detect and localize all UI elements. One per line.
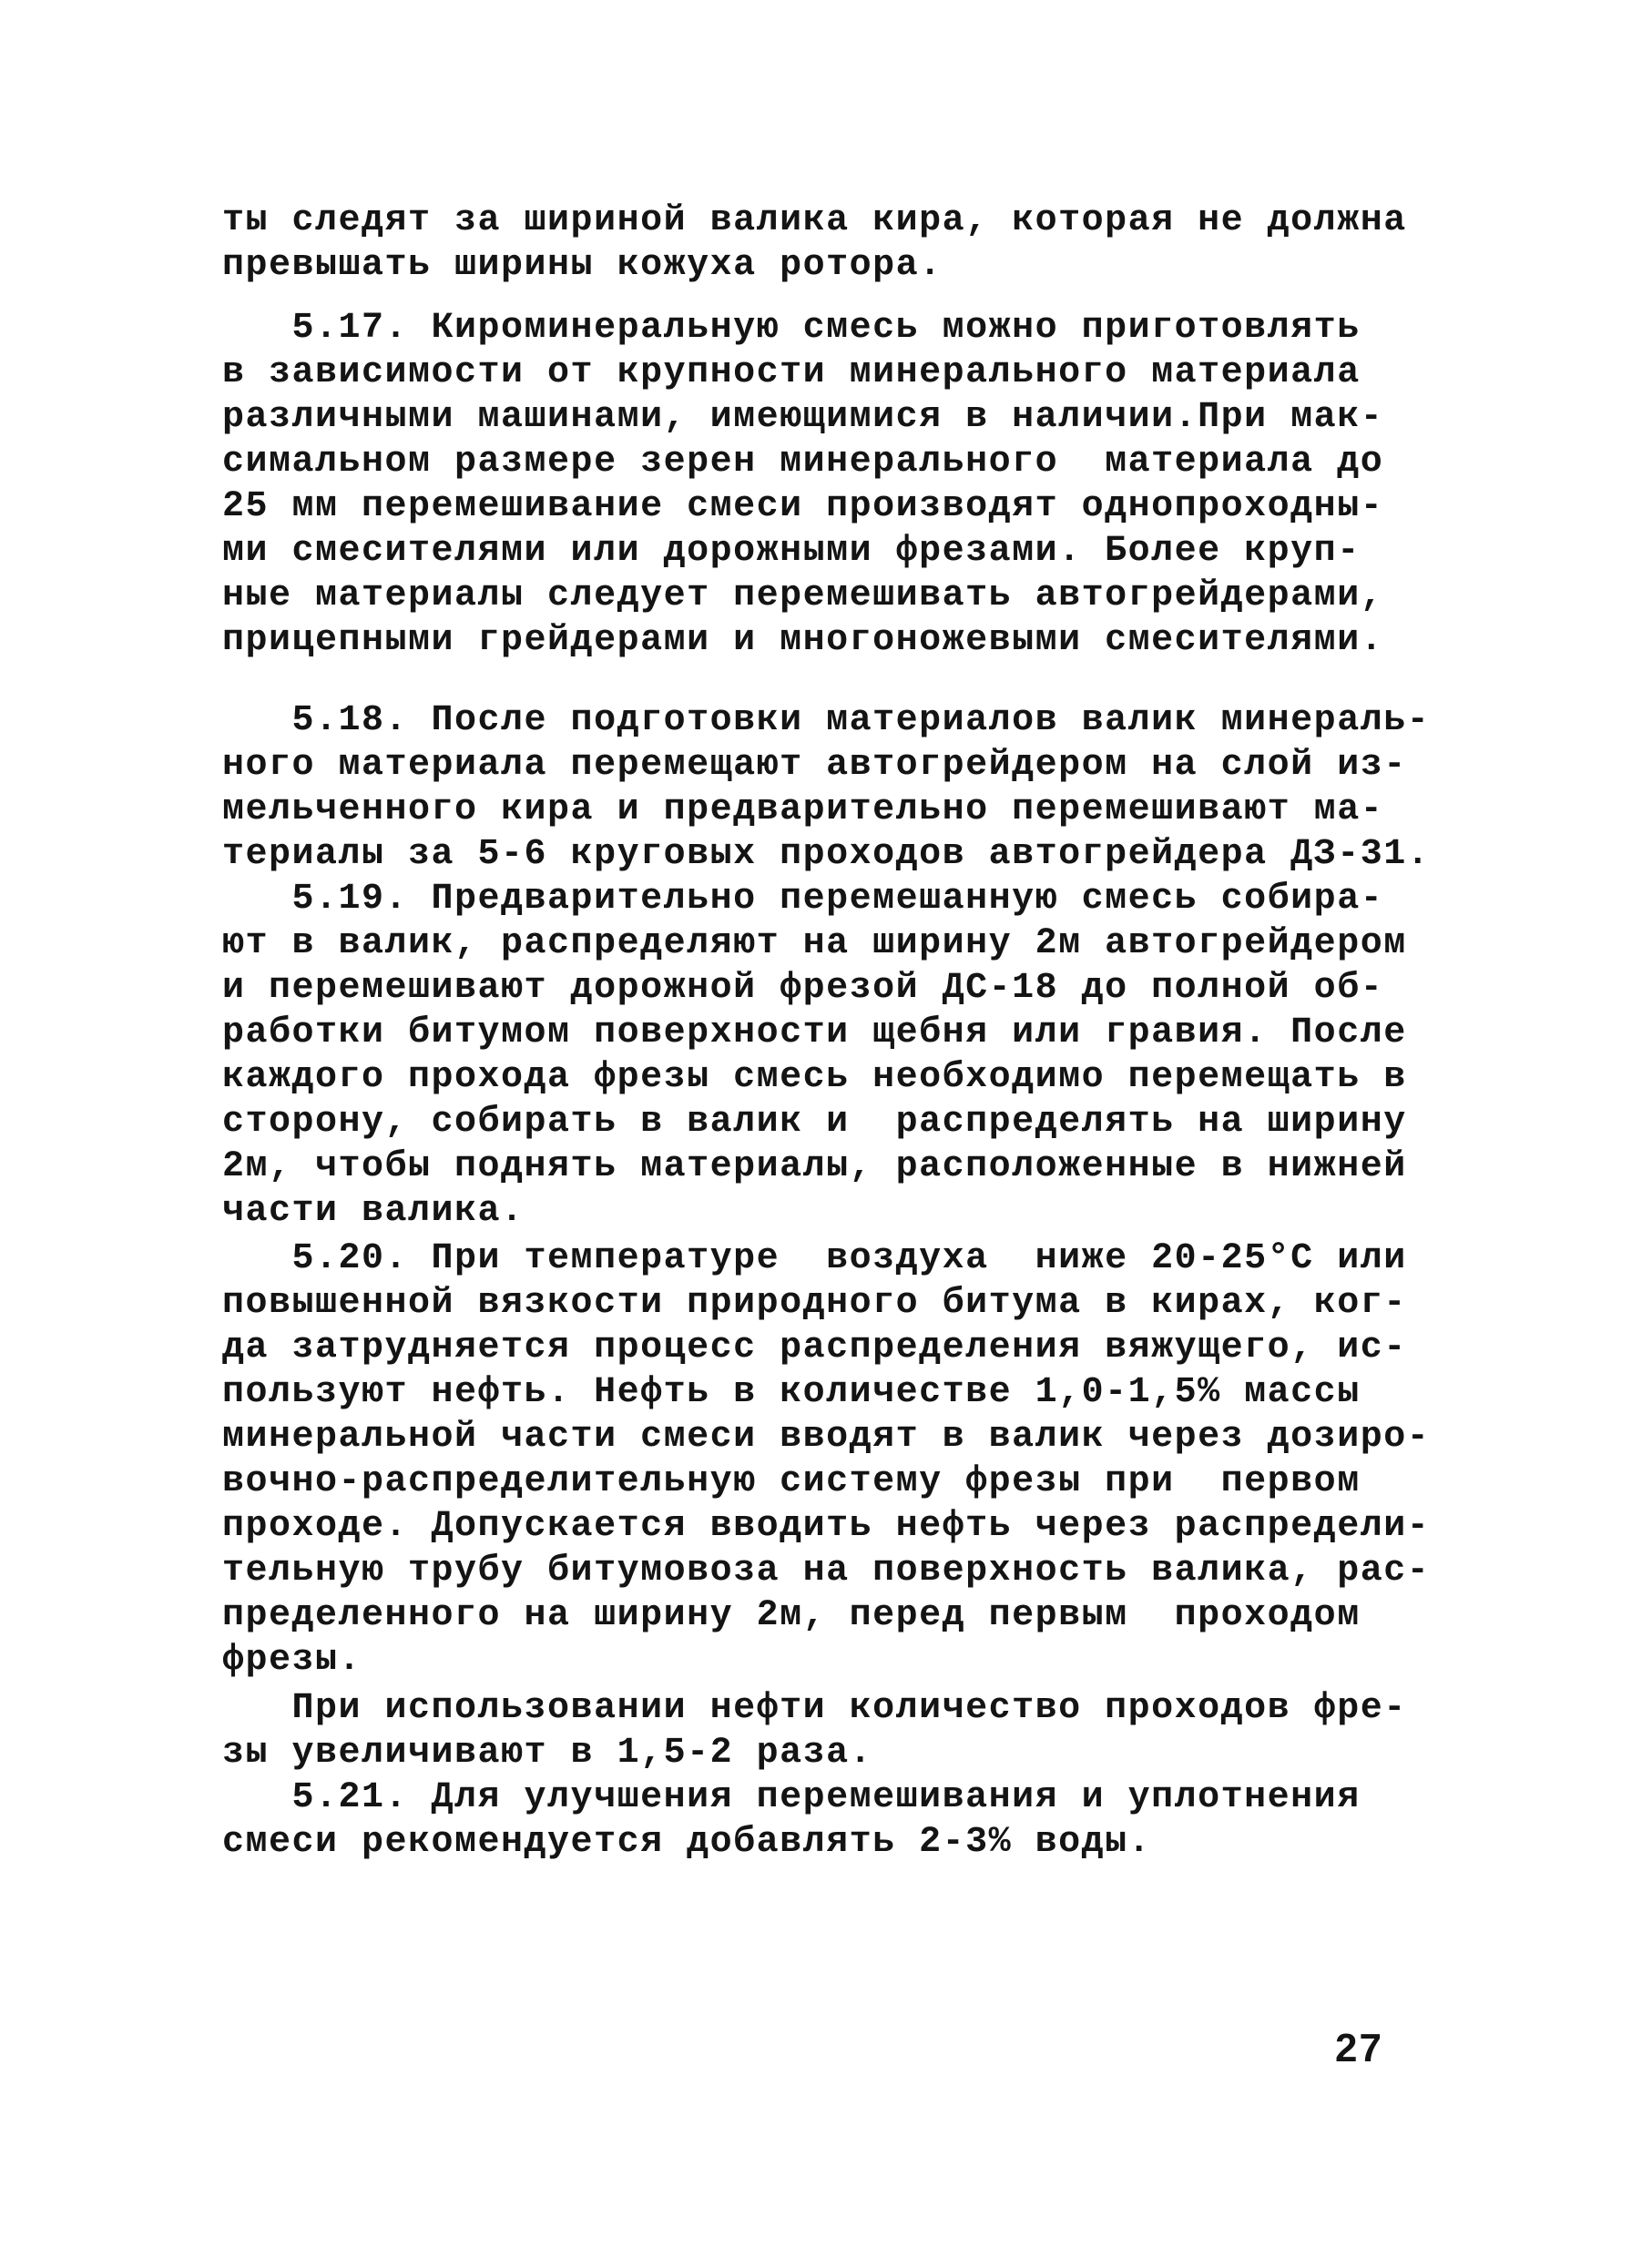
text-line: смеси рекомендуется добавлять 2-3% воды. xyxy=(222,1822,1152,1863)
text-line: ют в валик, распределяют на ширину 2м автогрейдером xyxy=(222,923,1407,964)
text-line: 5.20. При температуре воздуха ниже 20-25°С или xyxy=(222,1238,1407,1279)
text-line: 5.21. Для улучшения перемешивания и уплотнения xyxy=(222,1777,1361,1818)
text-line: 5.17. Кироминеральную смесь можно приготовлять xyxy=(222,308,1361,349)
paragraph-5-20 xyxy=(222,1236,1431,1683)
text-line: тельную трубу битумовоза на поверхность валика, рас- xyxy=(222,1551,1431,1592)
text-line: пределенного на ширину 2м, перед первым проходом xyxy=(222,1595,1361,1636)
text-line: ты следят за шириной валика кира, которая не должна xyxy=(222,200,1407,241)
text-line: пользуют нефть. Нефть в количестве 1,0-1,5% массы xyxy=(222,1372,1361,1413)
text-line: каждого прохода фрезы смесь необходимо перемещать в xyxy=(222,1057,1407,1098)
text-line: ми смесителями или дорожными фрезами. Более круп- xyxy=(222,531,1361,572)
text-line: При использовании нефти количество проходов фре- xyxy=(222,1688,1407,1729)
paragraph-continuation xyxy=(222,198,1407,288)
text-line: работки битумом поверхности щебня или гравия. После xyxy=(222,1012,1407,1053)
text-line: части валика. xyxy=(222,1191,525,1232)
text-line: зы увеличивают в 1,5-2 раза. xyxy=(222,1733,873,1774)
text-line: сторону, собирать в валик и распределять на ширину xyxy=(222,1102,1407,1143)
paragraph-5-17 xyxy=(222,306,1397,663)
text-line: симальном размере зерен минерального материала до xyxy=(222,442,1384,483)
text-line: вочно-распределительную систему фрезы при первом xyxy=(222,1461,1361,1502)
text-line: и перемешивают дорожной фрезой ДС-18 до полной об- xyxy=(222,968,1384,1009)
text-line: в зависимости от крупности минерального материала xyxy=(222,352,1361,393)
text-line: 2м, чтобы поднять материалы, расположенные в нижней xyxy=(222,1146,1407,1187)
text-line: фрезы. xyxy=(222,1640,362,1681)
text-line: териалы за 5-6 круговых проходов автогрейдера ДЗ-31. xyxy=(222,834,1431,875)
paragraph-5-18-5-19 xyxy=(222,698,1431,1234)
text-line: прицепными грейдерами и многоножевыми смесителями. xyxy=(222,620,1384,661)
text-line: проходе. Допускается вводить нефть через распредели- xyxy=(222,1506,1431,1547)
text-line: 5.18. После подготовки материалов валик минераль- xyxy=(222,700,1431,741)
text-line: ного материала перемещают автогрейдером на слой из- xyxy=(222,745,1407,786)
paragraph-5-21 xyxy=(222,1686,1407,1865)
text-line: минеральной части смеси вводят в валик через дозиро- xyxy=(222,1417,1431,1458)
text-line: превышать ширины кожуха ротора. xyxy=(222,245,943,286)
text-line: различными машинами, имеющимися в наличии.При мак- xyxy=(222,397,1384,438)
text-line: ные материалы следует перемешивать автогрейдерами, xyxy=(222,575,1384,616)
text-line: да затрудняется процесс распределения вяжущего, ис- xyxy=(222,1327,1407,1368)
text-line: повышенной вязкости природного битума в кирах, ког- xyxy=(222,1283,1407,1324)
page-number: 27 xyxy=(1335,2026,1383,2070)
text-line: мельченного кира и предварительно перемешивают ма- xyxy=(222,789,1384,830)
text-line: 25 мм перемешивание смеси производят однопроходны- xyxy=(222,486,1384,527)
text-line: 5.19. Предварительно перемешанную смесь собира- xyxy=(222,879,1384,920)
